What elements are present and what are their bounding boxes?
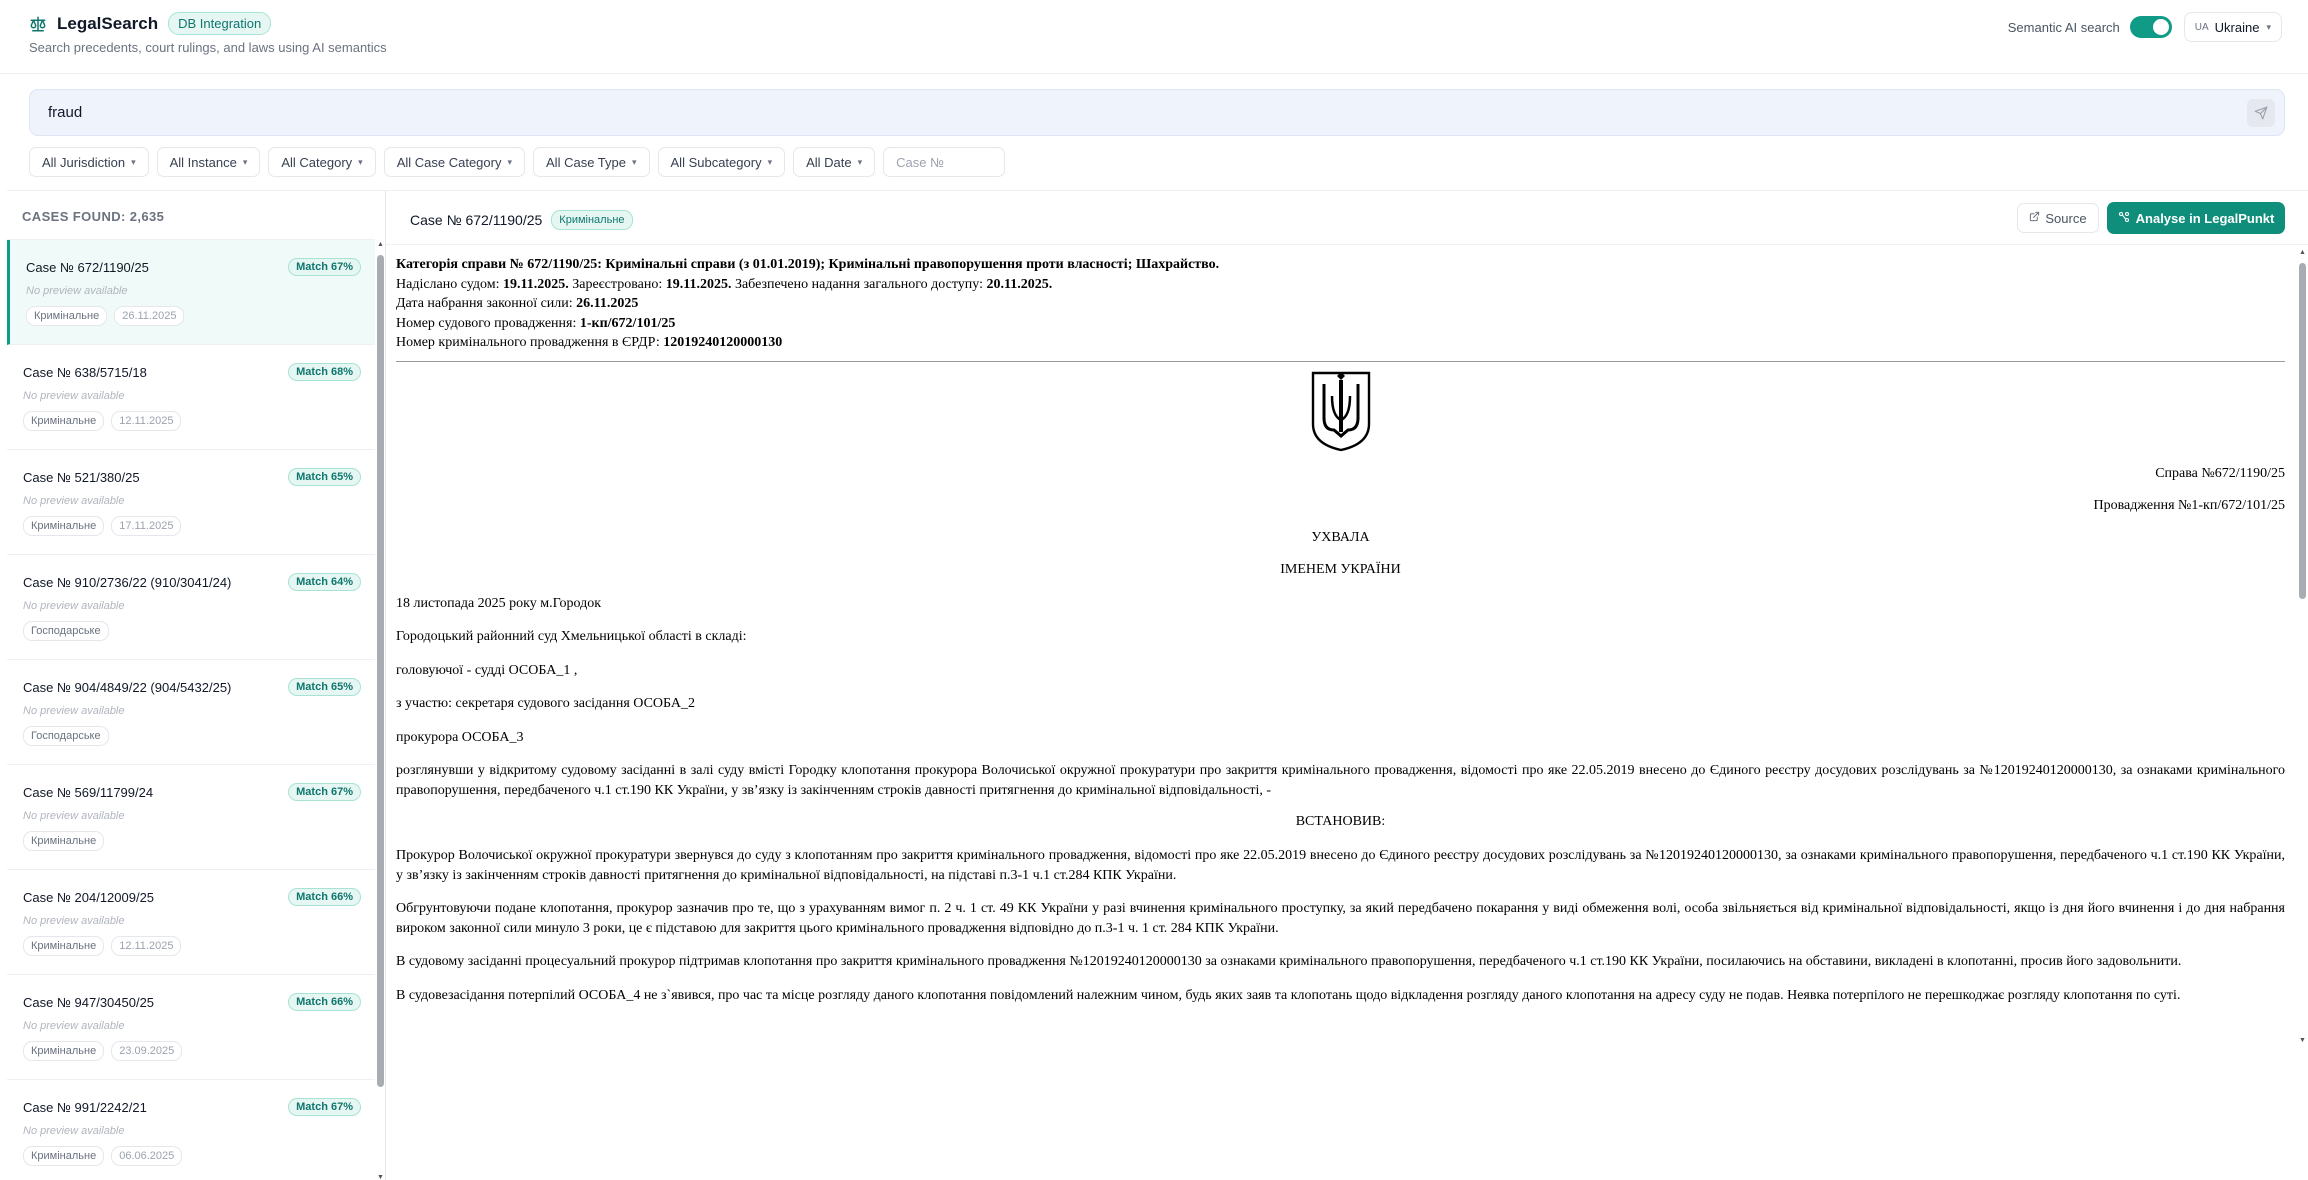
case-list-item[interactable]: [7, 765, 375, 870]
filter-instance[interactable]: [157, 147, 261, 177]
chevron-down-icon: ▾: [358, 156, 363, 167]
results-panel: [7, 190, 386, 1180]
chevron-down-icon: ▾: [857, 156, 863, 167]
document-paragraph: Прокурор Волочиської окружної прокуратури звернувся до суду з клопотанням про закриття кримінального провадження, відомості про яке 22.05.2019 внесено до Єдиного реєстру досудових розслідувань за №12019240120000130, за ознаками кримінального правопорушення, передбаченого ч.1 ст.190 КК України, у зв’язку із закінченням строків давності притягнення до кримінальної відповідальності, на підставі п.3-1 ч.1 ст.284 КПК України.: [396, 848, 2285, 883]
document-title: УХВАЛА: [1311, 529, 1370, 545]
case-date-tag: 12.11.2025: [111, 936, 181, 956]
analyse-label: Analyse in LegalPunkt: [2135, 210, 2275, 226]
filter-case-category[interactable]: [384, 147, 525, 177]
case-list-item[interactable]: [7, 1080, 375, 1180]
country-flag: UA: [2194, 21, 2209, 33]
match-badge: Match 68%: [288, 363, 361, 381]
filter-label: All Category: [281, 154, 353, 170]
chevron-down-icon: ▾: [507, 156, 513, 167]
case-type-tag: Кримінальне: [23, 516, 104, 536]
case-type-tag: Кримінальне: [23, 411, 104, 431]
source-label: Source: [2045, 210, 2087, 226]
filter-label: All Date: [806, 154, 852, 170]
filter-label: All Subcategory: [670, 154, 762, 170]
header-controls: [2008, 12, 2282, 42]
filter-subcategory[interactable]: [658, 147, 786, 177]
case-list-item[interactable]: [7, 555, 375, 660]
established-heading: ВСТАНОВИВ:: [1295, 814, 1386, 829]
case-title: Case № 947/30450/25: [23, 995, 155, 1010]
case-title: Case № 672/1190/25: [26, 260, 149, 275]
filter-case-type[interactable]: [533, 147, 650, 177]
country-select[interactable]: [2184, 12, 2282, 42]
chevron-down-icon: ▾: [242, 156, 248, 167]
country-label: Ukraine: [2214, 19, 2260, 35]
match-badge: Match 67%: [288, 783, 361, 801]
source-button[interactable]: [2017, 203, 2099, 233]
filter-bar: [29, 147, 1005, 177]
case-list-item[interactable]: [7, 660, 375, 765]
app-tagline: Search precedents, court rulings, and laws using AI semantics: [29, 40, 387, 55]
scrollbar-thumb[interactable]: [377, 255, 384, 1087]
case-list-item[interactable]: [7, 240, 375, 345]
case-preview: No preview available: [23, 600, 125, 612]
meta-proceeding-number: Номер судового провадження: 1-кп/672/101/25: [396, 315, 676, 331]
case-title: Case № 521/380/25: [23, 470, 140, 485]
document-paragraph: розглянувши у відкритому судовому засіданні в залі суду вмісті Городку клопотання прокурора Волочиської окружної прокуратури про закриття кримінального провадження, відомості про яке 22.05.2019 внесено до Єдиного реєстру досудових розслідувань за №12019240120000130, за ознаками кримінального правопорушення, передбаченого ч.1 ст.190 КК України, у зв’язку із закінченням строків давності притягнення до кримінальної відповідальності, -: [396, 763, 2285, 798]
case-title: Case № 569/11799/24: [23, 785, 154, 800]
case-date-tag: 17.11.2025: [111, 516, 181, 536]
semantic-search-toggle[interactable]: [2130, 16, 2172, 38]
document-paragraph: В судовому засіданні процесуальний прокурор підтримав клопотання про закриття кримінального провадження №12019240120000130 за ознаками кримінального правопорушення, передбаченого ч.1 ст.190 КК України, посилаючись на обставини, викладені в клопотанні, просив його задовольнити.: [396, 954, 2182, 969]
filter-label: All Jurisdiction: [42, 154, 126, 170]
app-name: LegalSearch: [57, 13, 159, 33]
document-scrollbar[interactable]: [2296, 249, 2308, 1044]
case-preview: No preview available: [23, 915, 125, 927]
case-date-tag: 23.09.2025: [111, 1041, 182, 1061]
document-viewer: [386, 247, 2308, 1068]
filter-label: All Case Type: [546, 154, 626, 170]
case-type-tag: Господарське: [23, 726, 109, 746]
scroll-down-icon[interactable]: ▼: [377, 1174, 384, 1180]
case-type-tag: Кримінальне: [26, 306, 107, 326]
document-paragraph: головуючої - судді ОСОБА_1 ,: [396, 662, 578, 678]
filter-label: All Instance: [169, 154, 237, 170]
brand: [29, 12, 271, 35]
case-type-badge: Кримінальне: [551, 210, 632, 230]
case-preview: No preview available: [23, 390, 125, 402]
case-title: Case № 904/4849/22 (904/5432/25): [23, 680, 232, 695]
case-preview: No preview available: [26, 285, 128, 297]
scroll-up-icon[interactable]: ▲: [377, 241, 384, 248]
match-badge: Match 67%: [288, 1098, 361, 1116]
case-date-tag: 26.11.2025: [114, 306, 184, 326]
match-badge: Match 65%: [288, 678, 361, 696]
case-list-item[interactable]: [7, 870, 375, 975]
case-detail-title: Case № 672/1190/25: [410, 212, 543, 228]
case-type-tag: Кримінальне: [23, 1041, 104, 1061]
case-number-input[interactable]: [883, 147, 1005, 177]
match-badge: Match 64%: [288, 573, 361, 591]
app-header: [0, 0, 2308, 74]
scrollbar-thumb[interactable]: [2299, 263, 2306, 599]
analyse-button[interactable]: [2107, 202, 2285, 234]
case-title: Case № 910/2736/22 (910/3041/24): [23, 575, 232, 590]
case-date-tag: 06.06.2025: [111, 1146, 182, 1166]
case-list: [7, 239, 375, 1180]
document-paragraph: прокурора ОСОБА_3: [396, 729, 524, 745]
toggle-knob: [2153, 19, 2169, 35]
case-preview: No preview available: [23, 810, 125, 822]
case-preview: No preview available: [23, 705, 125, 717]
external-link-icon: [2029, 211, 2040, 225]
case-detail-header: [386, 190, 2308, 245]
filter-category[interactable]: [268, 147, 375, 177]
scroll-down-icon[interactable]: ▼: [2299, 1037, 2306, 1044]
case-type-tag: Кримінальне: [23, 831, 104, 851]
match-badge: Match 66%: [288, 888, 361, 906]
document-paragraph: 18 листопада 2025 року м.Городок: [396, 595, 602, 611]
scales-icon: [29, 14, 49, 34]
case-preview: No preview available: [23, 1125, 125, 1137]
search-input[interactable]: [48, 90, 2198, 135]
meta-erdr-number: Номер кримінального провадження в ЄРДР: 12019240120000130: [396, 335, 783, 350]
chevron-down-icon: ▾: [131, 156, 136, 167]
divider: [396, 361, 2285, 362]
filter-date[interactable]: [793, 147, 875, 177]
document-paragraph: Городоцький районний суд Хмельницької області в складі:: [396, 629, 747, 644]
scroll-up-icon[interactable]: ▲: [2299, 249, 2306, 256]
case-date-tag: 12.11.2025: [111, 411, 181, 431]
coat-of-arms-icon: [1310, 370, 1372, 452]
chevron-down-icon: ▾: [631, 156, 637, 167]
match-badge: Match 67%: [288, 258, 361, 276]
case-title: Case № 991/2242/21: [23, 1100, 147, 1115]
meta-effective-date: Дата набрання законної сили: 26.11.2025: [396, 296, 639, 311]
case-type-tag: Господарське: [23, 621, 109, 641]
semantic-search-label: Semantic AI search: [2007, 19, 2120, 35]
document-paragraph: В судовезасідання потерпілий ОСОБА_4 не з`явився, про час та місце розгляду даного клопотання повідомлений належним чином, будь яких заяв та клопотань щодо відкладення розгляду даного клопотання на адресу суду не подав. Неявка потерпілого не перешкоджає розгляду клопотання по суті.: [396, 987, 2181, 1003]
case-title: Case № 204/12009/25: [23, 890, 155, 905]
case-list-item[interactable]: [7, 450, 375, 555]
case-preview: No preview available: [23, 1020, 125, 1032]
document-subtitle: ІМЕНЕМ УКРАЇНИ: [1280, 561, 1401, 577]
filter-jurisdiction[interactable]: [29, 147, 149, 177]
chevron-down-icon: ▾: [767, 156, 773, 167]
case-list-item[interactable]: [7, 345, 375, 450]
results-scrollbar[interactable]: [375, 241, 386, 1180]
case-list-item[interactable]: [7, 975, 375, 1080]
search-bar: [29, 89, 2285, 136]
document-paragraph: з участю: секретаря судового засідання ОСОБА_2: [396, 696, 696, 711]
cases-found-count: CASES FOUND: 2,635: [22, 209, 165, 224]
case-type-tag: Кримінальне: [23, 936, 104, 956]
filter-label: All Case Category: [396, 154, 502, 170]
match-badge: Match 65%: [288, 468, 361, 486]
meta-category: Категорія справи № 672/1190/25: Кримінальні справи (з 01.01.2019); Кримінальні правопорушення проти власності; Шахрайство.: [396, 257, 1220, 272]
send-button[interactable]: [2247, 99, 2275, 127]
send-icon: [2254, 106, 2268, 120]
case-type-tag: Кримінальне: [23, 1146, 104, 1166]
meta-dates: Надіслано судом: 19.11.2025. Зареєстровано: 19.11.2025. Забезпечено надання загального доступу: 20.11.2025.: [396, 276, 1053, 292]
document-content: [396, 255, 2285, 1005]
case-title: Case № 638/5715/18: [23, 365, 147, 380]
chevron-down-icon: ▾: [2266, 21, 2271, 32]
document-paragraph: Обгрунтовуючи подане клопотання, прокурор зазначив про те, що з урахуванням вимог п. 2 ч. 1 ст. 49 КК України у разі вчинення кримінального проступку, за який передбачено покарання у виді обмеження волі, особа звільняється від кримінальної відповідальності, якщо із дня його вчинення і до дня набрання вироком законної сили минуло 3 роки, це є підставою для закриття цього кримінального провадження відповідно до п.3-1 ч. 1 ст. 284 КПК України.: [396, 901, 2285, 936]
match-badge: Match 66%: [288, 993, 361, 1011]
case-reference: Справа №672/1190/25: [2155, 465, 2285, 481]
integration-badge: DB Integration: [168, 12, 271, 35]
case-heading: [410, 210, 633, 230]
proceeding-reference: Провадження №1-кп/672/101/25: [2093, 497, 2285, 513]
nodes-icon: [2118, 211, 2130, 226]
case-preview: No preview available: [23, 495, 125, 507]
